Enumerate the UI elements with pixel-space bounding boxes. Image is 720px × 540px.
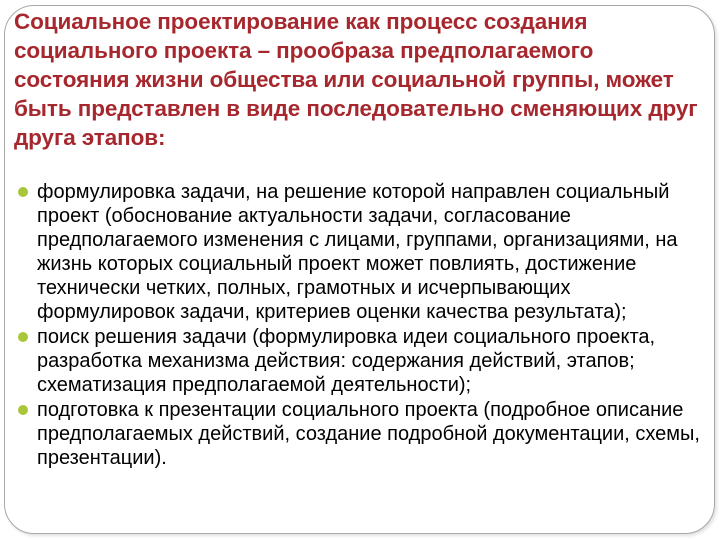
list-item-text: формулировка задачи, на решение которой направлен социальный проект (обоснование актуальности задачи, согласование предполагаемого изменения с лицами, группами, организациями, на жизнь которых социальный проект может повлиять, достижение технически четких, полных, грамотных и исчерпывающих формулировок задачи, критериев оценки качества результата); — [37, 181, 678, 323]
bullet-dot-icon — [18, 405, 28, 415]
list-item-text: подготовка к презентации социального проекта (подробное описание предполагаемых действий, создание подробной документации, схемы, презентации). — [37, 399, 700, 469]
bullet-list — [16, 180, 710, 471]
list-item — [16, 398, 710, 470]
bullet-dot-icon — [18, 332, 28, 342]
list-item — [16, 180, 710, 324]
bullet-dot-icon — [18, 187, 28, 197]
slide-title: Социальное проектирование как процесс создания социального проекта – прообраза предполагаемого состояния жизни общества или социальной группы, может быть представлен в виде последовательно сменяющих друг друга этапов: — [14, 9, 698, 150]
list-item-text: поиск решения задачи (формулировка идеи социального проекта, разработка механизма действия: содержания действий, этапов; схематизация предполагаемой деятельности); — [37, 326, 656, 396]
list-item — [16, 325, 710, 397]
